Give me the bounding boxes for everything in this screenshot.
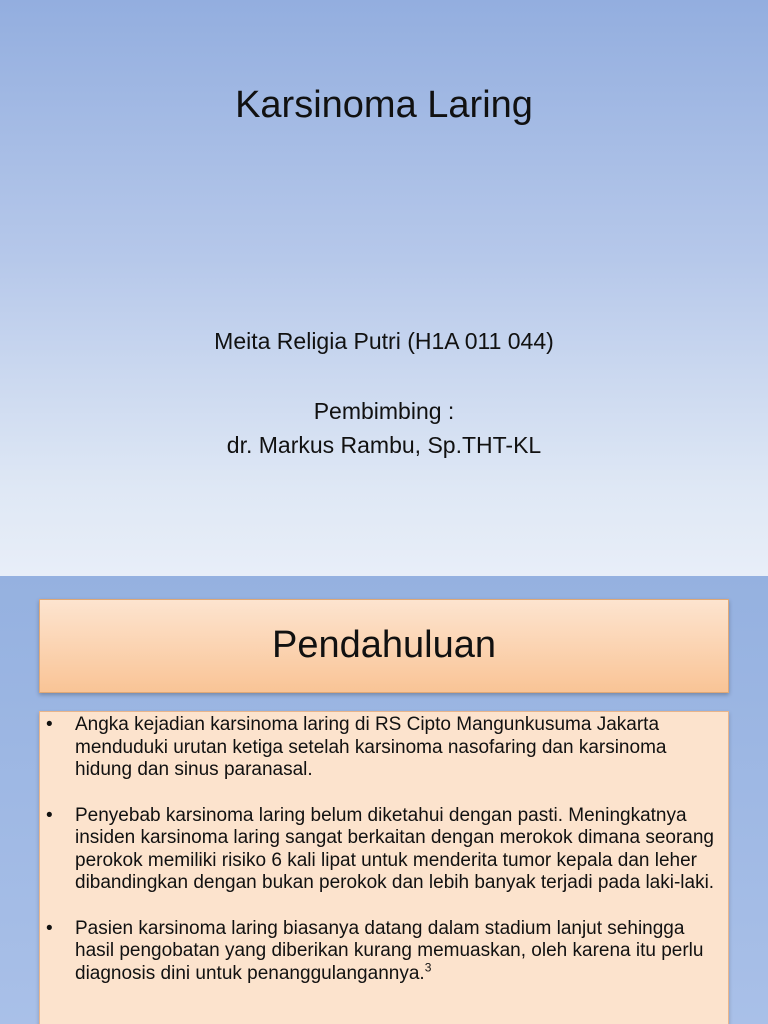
author-line: Meita Religia Putri (H1A 011 044)	[214, 328, 554, 354]
bullet-text: Pasien karsinoma laring biasanya datang dalam stadium lanjut sehingga hasil pengobatan yang diberikan kurang memuaskan, oleh karena itu perlu diagnosis dini untuk penanggulangannya.	[75, 917, 704, 984]
presentation-title: Karsinoma Laring	[235, 84, 533, 126]
bullet-item	[40, 714, 728, 782]
slide-body-box	[39, 711, 729, 1024]
slide-title: Pendahuluan	[272, 624, 496, 666]
bullet-item	[40, 918, 728, 986]
reference-marker: 3	[424, 960, 432, 975]
slide-title-box	[39, 599, 729, 693]
content-slide	[0, 576, 768, 1024]
bullet-icon: •	[46, 804, 53, 826]
bullet-text: Angka kejadian karsinoma laring di RS Cipto Mangunkusuma Jakarta menduduki urutan ketiga setelah karsinoma nasofaring dan karsinoma hidung dan sinus paranasal.	[75, 714, 667, 780]
advisor-label: Pembimbing :	[313, 398, 455, 424]
bullet-icon: •	[46, 917, 53, 939]
bullet-icon: •	[46, 714, 53, 735]
bullet-list	[40, 714, 728, 985]
bullet-item	[40, 805, 728, 895]
advisor-name: dr. Markus Rambu, Sp.THT-KL	[226, 432, 542, 458]
bullet-text: Penyebab karsinoma laring belum diketahui dengan pasti. Meningkatnya insiden karsinoma laring sangat berkaitan dengan merokok dimana seorang perokok memiliki risiko 6 kali lipat untuk menderita tumor kepala dan leher dibandingkan dengan bukan perokok dan lebih banyak terjadi pada laki-laki.	[75, 804, 715, 893]
